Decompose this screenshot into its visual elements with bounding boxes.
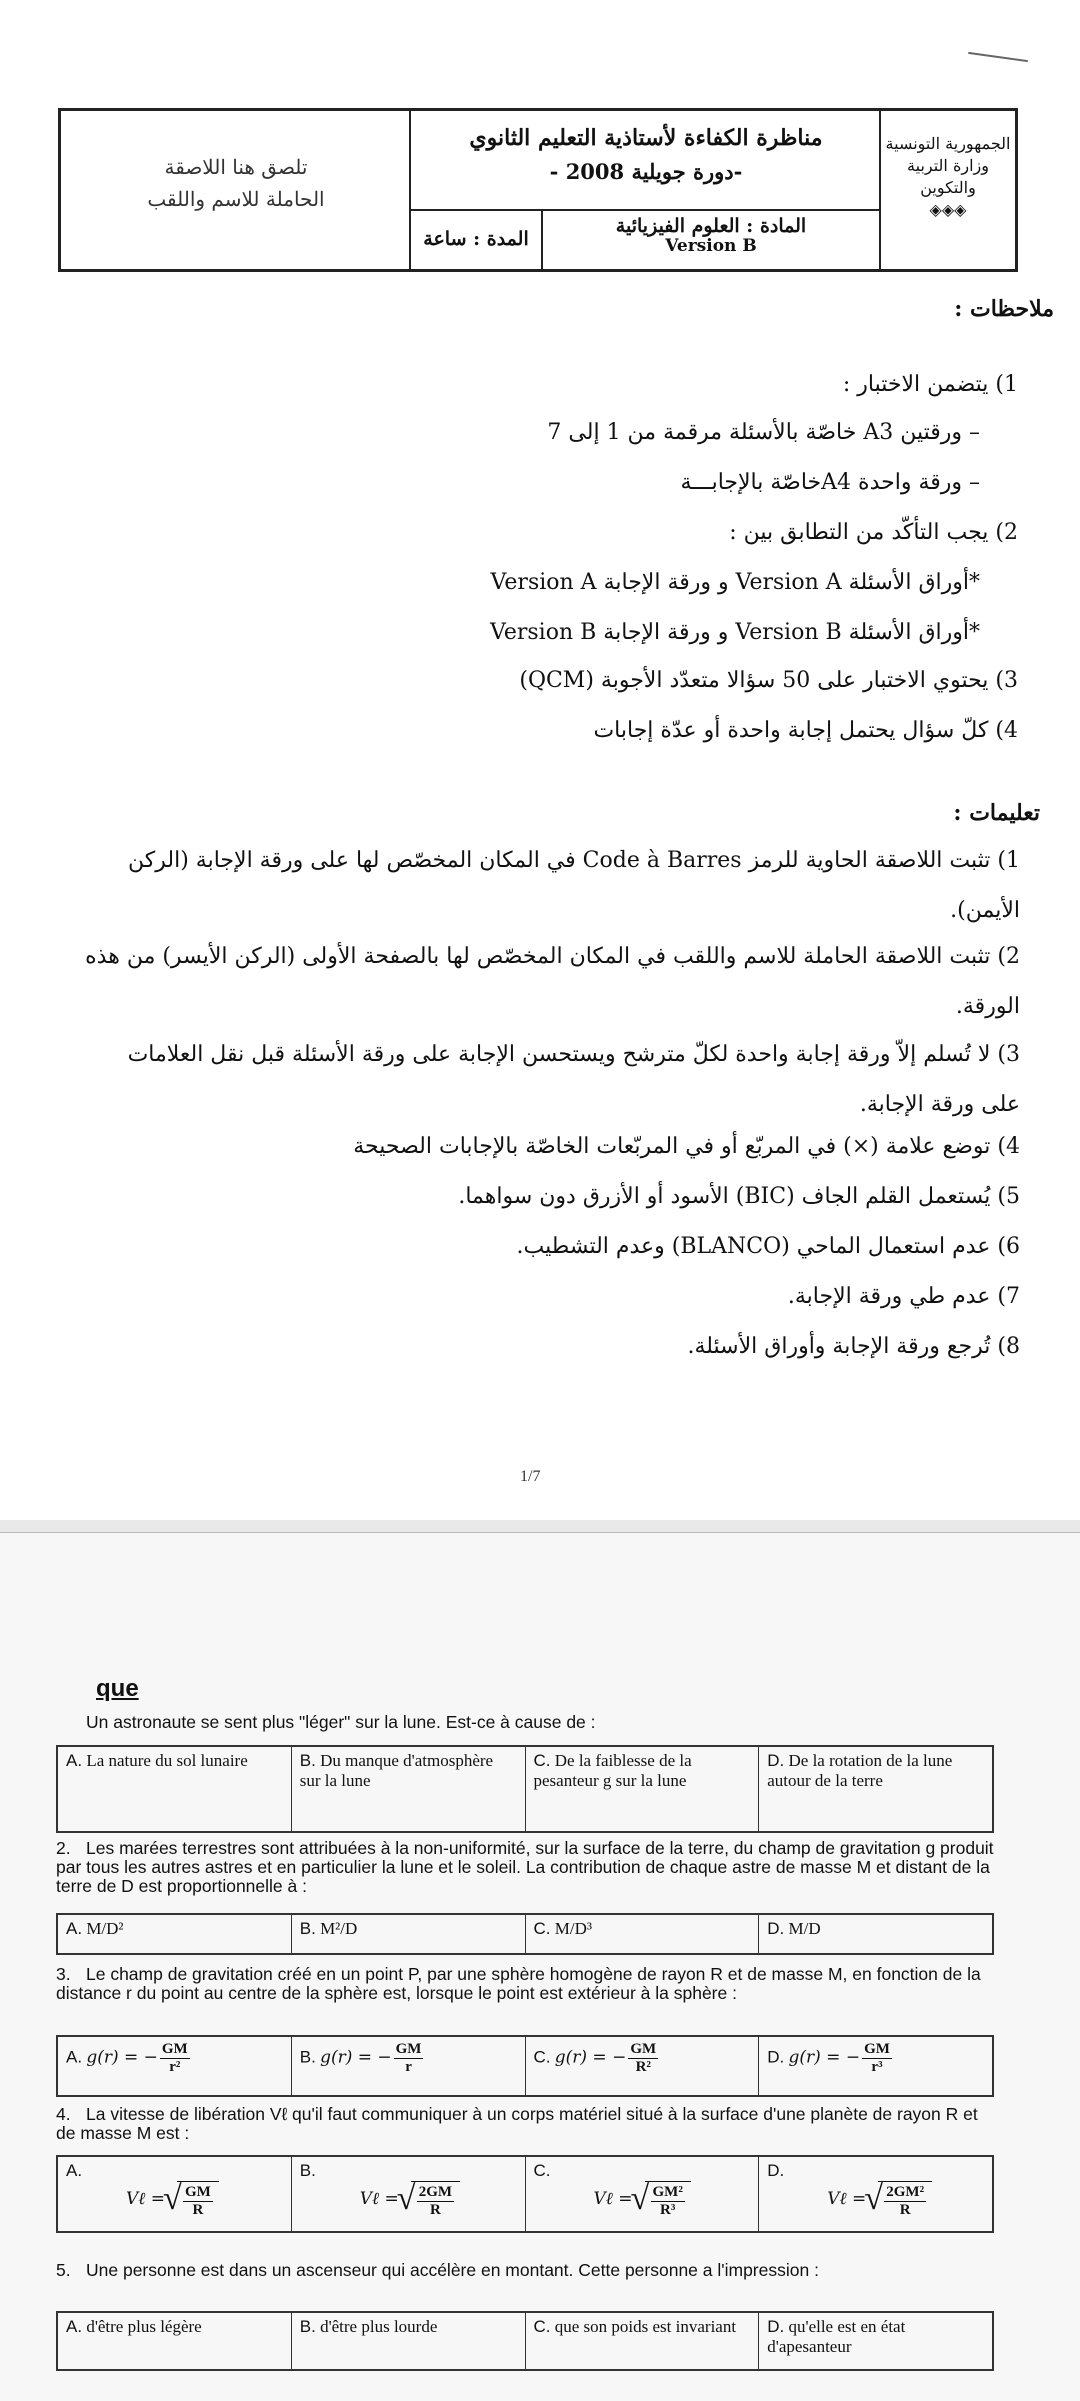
exam-subject [541, 209, 881, 269]
question-5 [56, 2261, 1000, 2280]
republic-name: الجمهورية التونسية [885, 134, 1011, 153]
notes-title: ملاحظات : [954, 296, 1054, 322]
options-row [56, 1745, 994, 1833]
option-a[interactable]: A. Vℓ = √ $\frac{GM}{R}$ [58, 2157, 292, 2231]
instruction-item: 3) لا تُسلم إلاّ ورقة إجابة واحدة لكلّ مترشح ويستحسن الإجابة على ورقة الأسئلة قبل نقل العلامات على ورقة الإجابة. [127, 1042, 1020, 1117]
option-b[interactable]: B. d'être plus lourde [292, 2313, 526, 2369]
version-label: Version B [665, 236, 757, 256]
option-b[interactable]: B. g(r) = − $\frac{GM}{r}$ [292, 2037, 526, 2095]
option-c[interactable]: C. De la faiblesse de la pesanteur g sur la lune [526, 1747, 760, 1831]
option-c[interactable]: C. Vℓ = √ $\frac{\text{GM²}}{\text{R³}}$ [526, 2157, 760, 2231]
question-text: Un astronaute se sent plus "léger" sur la lune. Est-ce à cause de : [86, 1712, 596, 1732]
question-text: Les marées terrestres sont attribuées à la non-uniformité, sur la surface de la terre, du champ de gravitation g produit par tous les autres astres et en particulier la lune et le soleil. La contribution de chaque astre de masse M et distant de la terre de D est proportionnelle à : [56, 1838, 994, 1896]
note-item: 2) يجب التأكّد من التطابق بين : [729, 520, 1018, 545]
sticker-instruction [101, 151, 371, 215]
section-title: que [96, 1675, 139, 1702]
options-row [56, 1913, 994, 1955]
instruction-item: 1) تثبت اللاصقة الحاوية للرمز Code à Barres في المكان المخصّص لها على ورقة الإجابة (الركن الأيمن). [128, 848, 1020, 923]
exam-header [58, 108, 1018, 272]
exam-page-2 [0, 1532, 1080, 2401]
option-c[interactable]: C. g(r) = − $\frac{GM}{\text{R²}}$ [526, 2037, 760, 2095]
option-b[interactable]: B. Vℓ = √ $\frac{2GM}{R}$ [292, 2157, 526, 2231]
option-c[interactable]: C. M/D³ [526, 1915, 760, 1953]
exam-duration: المدة : ساعة [411, 209, 543, 269]
exam-info [411, 111, 881, 269]
question-number: 3. [56, 1964, 71, 1984]
instruction-item: 6) عدم استعمال الماحي (BLANCO) وعدم التشطيب. [516, 1234, 1020, 1259]
ministry-name: وزارة التربية والتكوين [907, 156, 989, 197]
note-item: 3) يحتوي الاختبار على 50 سؤالا متعدّد الأجوبة (QCM) [519, 668, 1018, 693]
page-number: 1/7 [520, 1468, 541, 1485]
sticker-line-2: الحاملة للاسم واللقب [147, 187, 325, 211]
option-a[interactable]: A. g(r) = − $\frac{GM}{\text{r²}}$ [58, 2037, 292, 2095]
options-row [56, 2155, 994, 2233]
option-d[interactable]: D. M/D [767, 1919, 821, 1938]
question-text: La vitesse de libération Vℓ qu'il faut communiquer à un corps matériel situé à la surface d'une planète de rayon R et de masse M est : [56, 2104, 978, 2143]
option-a[interactable]: A. d'être plus légère [58, 2313, 292, 2369]
question-number: 5. [56, 2260, 71, 2280]
instruction-item: 8) تُرجع ورقة الإجابة وأوراق الأسئلة. [687, 1334, 1020, 1359]
instructions-title: تعليمات : [953, 800, 1040, 826]
option-d[interactable]: D. De la rotation de la lune autour de la terre [767, 1751, 953, 1790]
option-a[interactable]: A. La nature du sol lunaire [58, 1747, 292, 1831]
options-row [56, 2311, 994, 2371]
subject-name: المادة : العلوم الفيزيائية [615, 215, 807, 237]
instruction-item: 2) تثبت اللاصقة الحاملة للاسم واللقب في المكان المخصّص لها بالصفحة الأولى (الركن الأيسر) من هذه الورقة. [85, 944, 1020, 1019]
instruction-item: 7) عدم طي ورقة الإجابة. [787, 1284, 1020, 1309]
question-number: 4. [56, 2104, 71, 2124]
question-text: Une personne est dans un ascenseur qui accélère en montant. Cette personne a l'impression : [86, 2260, 819, 2280]
note-item: *أوراق الأسئلة Version B و ورقة الإجابة Version B [489, 620, 980, 645]
note-item: 4) كلّ سؤال يحتمل إجابة واحدة أو عدّة إجابات [593, 718, 1018, 743]
question-3 [56, 1965, 1000, 2003]
option-b[interactable]: B. M²/D [292, 1915, 526, 1953]
options-row [56, 2035, 994, 2097]
exam-session: -دورة جويلية 2008 - [549, 159, 743, 184]
note-item: *أوراق الأسئلة Version A و ورقة الإجابة Version A [490, 570, 980, 595]
option-a[interactable]: A. M/D² [58, 1915, 292, 1953]
ministry-block [881, 111, 1015, 269]
option-d[interactable]: D. g(r) = − $\frac{GM}{\text{r³}}$ [767, 2041, 890, 2075]
note-item: 1) يتضمن الاختبار : [842, 372, 1018, 397]
note-item: – ورقة واحدة A4خاصّة بالإجابـــة [680, 470, 980, 495]
scan-mark [968, 52, 1028, 62]
instruction-item: 4) توضع علامة (×) في المربّع أو في المربّعات الخاصّة بالإجابات الصحيحة [353, 1134, 1020, 1159]
note-item: – ورقتين A3 خاصّة بالأسئلة مرقمة من 1 إلى 7 [547, 420, 980, 445]
exam-title: مناظرة الكفاءة لأستاذية التعليم الثانوي [469, 125, 823, 151]
sticker-area [61, 111, 411, 269]
option-d[interactable]: D. Vℓ = √ $\frac{\text{2GM²}}{R}$ [759, 2157, 992, 2231]
question-4 [56, 2105, 1000, 2143]
option-b[interactable]: B. Du manque d'atmosphère sur la lune [292, 1747, 526, 1831]
question-2 [56, 1839, 1000, 1896]
option-c[interactable]: C. que son poids est invariant [526, 2313, 760, 2369]
sticker-line-1: تلصق هنا اللاصقة [164, 155, 308, 179]
instruction-item: 5) يُستعمل القلم الجاف (BIC) الأسود أو الأزرق دون سواهما. [458, 1184, 1020, 1209]
option-d[interactable]: D. qu'elle est en état d'apesanteur [767, 2317, 906, 2356]
question-text: Le champ de gravitation créé en un point P, par une sphère homogène de rayon R et de masse M, en fonction de la distance r du point au centre de la sphère est, lorsque le point est extérieur à la sphère : [56, 1964, 981, 2003]
question-1 [56, 1713, 1000, 1732]
ornament: ◈◈◈ [929, 200, 967, 219]
question-number: 2. [56, 1838, 71, 1858]
